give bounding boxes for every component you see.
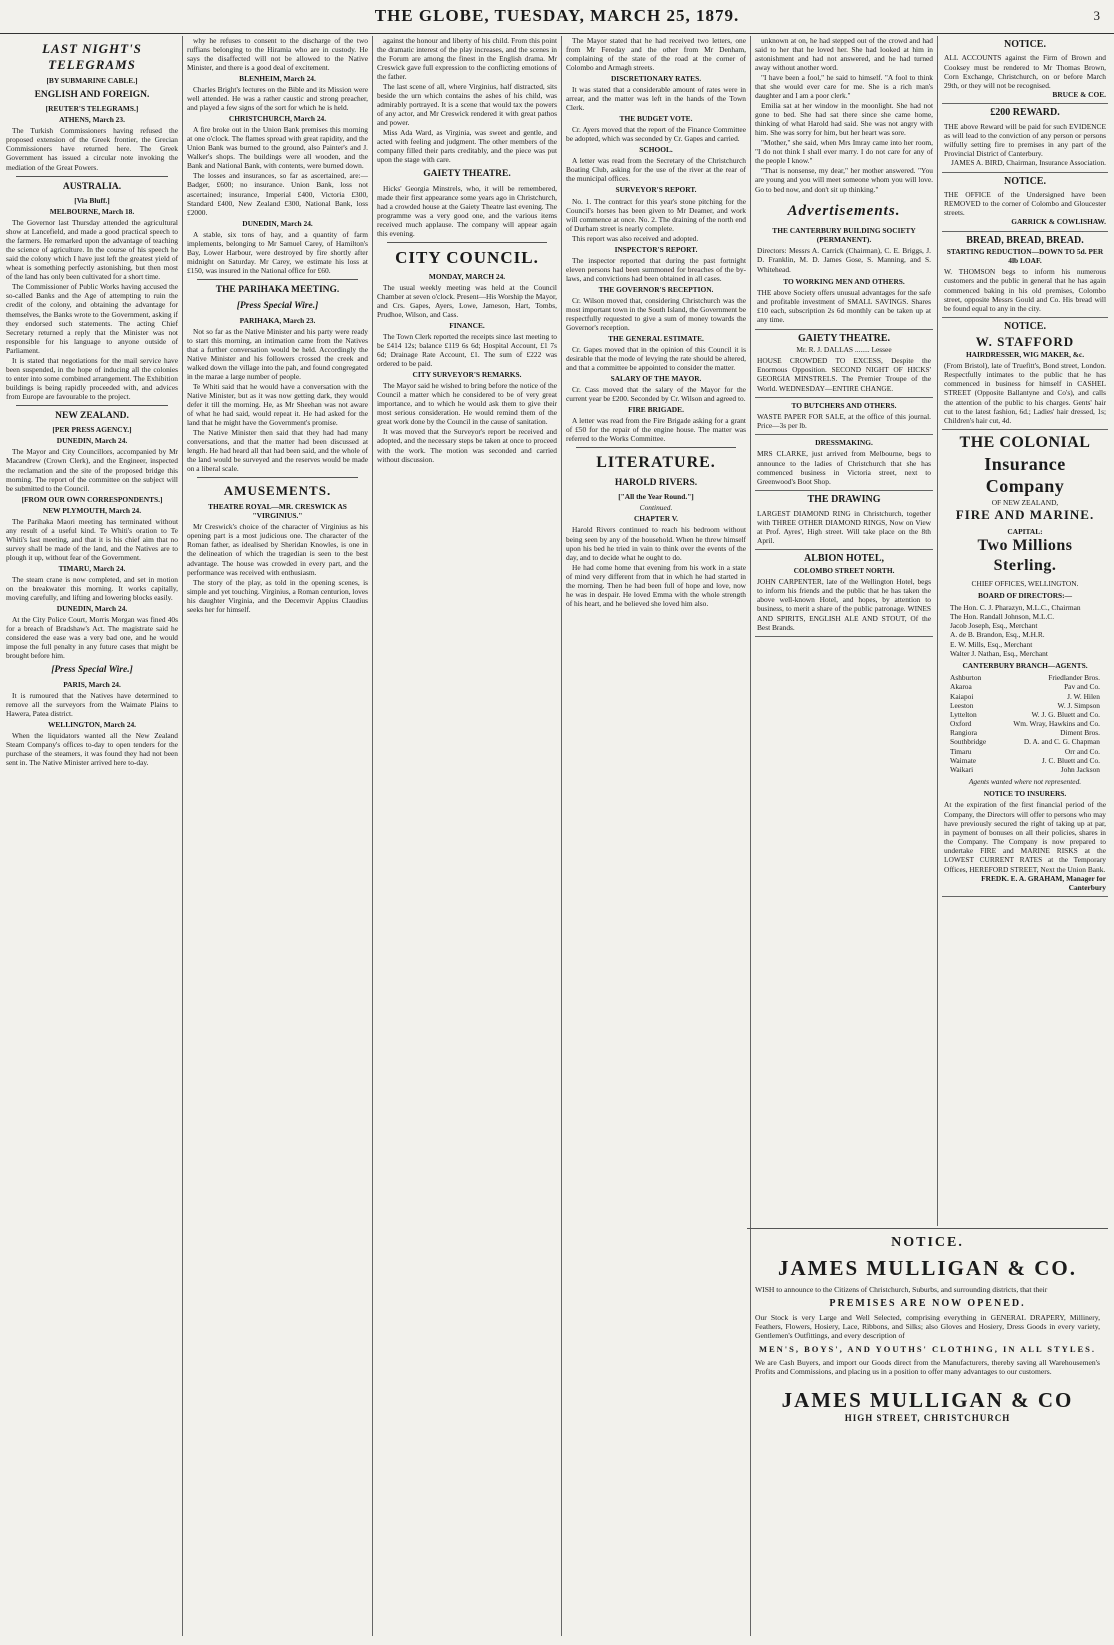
dateline: DUNEDIN, March 24. bbox=[242, 218, 313, 228]
finance-subheading: FINANCE. bbox=[449, 321, 485, 331]
ad-body: Directors: Messrs A. Carrick (Chairman), C. E. Briggs, J. D. Franklin, M. D. James Gose, S. Manning, and S. Whitehead. bbox=[757, 246, 931, 274]
vote-subheading: THE BUDGET VOTE. bbox=[619, 114, 693, 124]
office-removed-ad bbox=[942, 173, 1108, 232]
notice-clothing: MEN'S, BOYS', AND YOUTHS' CLOTHING, IN ALL STYLES. bbox=[758, 1344, 1097, 1354]
agent-row: Rangiora Diment Bros. bbox=[950, 728, 1100, 738]
agent-row: Ashburton Friedlander Bros. bbox=[950, 673, 1100, 683]
ad-subtitle: COLOMBO STREET NORTH. bbox=[793, 565, 895, 575]
agent-row: Waimate J. C. Bluett and Co. bbox=[950, 755, 1100, 765]
article-paragraph: Charles Bright's lectures on the Bible and its Mission were well attended. He was a rather caustic and strong preacher, and played a few signs of the sort for which he is held. bbox=[187, 85, 368, 113]
article-paragraph: When the liquidators wanted all the New Zealand Steam Company's offices to-day to open tenders for the purchase of the steamers, it was found they had not been sent in. The Native Minister arrived here to-day. bbox=[6, 730, 178, 767]
gaiety-ad bbox=[755, 330, 933, 398]
dateline: DUNEDIN, March 24. bbox=[56, 436, 128, 446]
article-paragraph: unknown at on, he had stepped out of the crowd and had said to her that he loved her. She had looked at him in astonishment and had not answered, and he had turned away without another word. bbox=[755, 36, 933, 73]
cable-subheading: [BY SUBMARINE CABLE.] bbox=[46, 75, 138, 85]
surveyor-subheading: CITY SURVEYOR'S REMARKS. bbox=[412, 370, 522, 380]
article-paragraph: This report was also received and adopted. bbox=[572, 233, 699, 243]
special-wire-heading: [Press Special Wire.] bbox=[51, 665, 133, 676]
dateline: TIMARU, March 24. bbox=[58, 563, 126, 573]
chief-offices: CHIEF OFFICES, WELLINGTON. bbox=[971, 578, 1079, 588]
literature-heading: LITERATURE. bbox=[596, 454, 716, 472]
article-paragraph: against the honour and liberty of his child. From this point the dramatic interest of the play increases, and the scenes in the Forum are among the finest in the English drama. Mr Creswick gave full expression to the conflicting emotions of the father. bbox=[377, 36, 557, 82]
article-paragraph: A letter was read from the Secretary of the Christchurch Boating Club, asking for the use of the river at the rear of the municipal offices. bbox=[566, 156, 746, 184]
article-paragraph: The losses and insurances, so far as ascertained, are:—Badger, £600; no insurance. Union Bank, loss not ascertained; insurance, Imperial £400, Victoria £300, Standard £400, New Zealand £300, National Bank, loss £2000. bbox=[187, 171, 368, 217]
page-number: 3 bbox=[1093, 8, 1100, 23]
theatre-subheading: THEATRE ROYAL—MR. CRESWICK AS "VIRGINIUS." bbox=[208, 502, 347, 521]
ad-title: TO BUTCHERS AND OTHERS. bbox=[791, 400, 897, 410]
article-paragraph: The Mayor said he wished to bring before the notice of the Council a matter which he considered to be of very great importance, and to which he would ask them to give their most serious consideration. He would remind them of the great work done by the Council in the cause of sanitation. bbox=[377, 381, 557, 427]
ad-signature: GARRICK & COWLISHAW. bbox=[1011, 217, 1106, 227]
colonial-insurance-ad bbox=[942, 430, 1108, 897]
source-subheading: ["All the Year Round."] bbox=[618, 492, 694, 502]
ad-heading: THE COLONIAL bbox=[959, 434, 1091, 452]
butchers-ad bbox=[755, 398, 933, 436]
columns bbox=[6, 36, 1108, 1636]
notice-cash: We are Cash Buyers, and import our Goods direct from the Manufacturers, thereby saving all Warehousemen's Profits and Commissions, and placing us in a position to offer many advantages to our customers. bbox=[755, 1358, 1100, 1376]
insurers-notice-sign: FREDK. E. A. GRAHAM, Manager for Canterbury bbox=[981, 873, 1106, 892]
bluff-subheading: [Via Bluff.] bbox=[74, 196, 110, 206]
column-1 bbox=[6, 36, 178, 1636]
ad-title: NOTICE. bbox=[1004, 39, 1046, 50]
ad-title: THE DRAWING bbox=[807, 494, 881, 506]
column-3 bbox=[377, 36, 557, 1636]
director-item: Jacob Joseph, Esq., Merchant bbox=[950, 621, 1038, 631]
ad-subtitle: OF NEW ZEALAND, bbox=[991, 497, 1059, 507]
wire-heading: [Press Special Wire.] bbox=[236, 301, 319, 312]
surveyor-report-subheading: SURVEYOR'S REPORT. bbox=[615, 185, 697, 195]
column-2 bbox=[187, 36, 368, 1636]
article-paragraph: The Town Clerk reported the receipts since last meeting to be £414 12s; balance £119 6s 6d; Hospital Account, £1 7s 6d; Drainage Rate Account, £1. The sum of £222 was ordered to be paid. bbox=[377, 332, 557, 369]
directors-list bbox=[950, 603, 1100, 658]
dateline: BLENHEIM, March 24. bbox=[239, 74, 316, 84]
ad-lessee: Mr. R. J. DALLAS ........ Lessee bbox=[796, 344, 892, 354]
article-paragraph: "That is nonsense, my dear," her mother answered. "You are young and you will meet someone whom you will love. Go to bed now, and don't sit up thinking." bbox=[755, 166, 933, 194]
masthead bbox=[0, 0, 1114, 34]
ad-body: THE above Society offers unusual advantages for the safe and profitable investment of SMALL SAVINGS. Shares £10 each, subscription 2s 6d monthly can be taken up at any time. bbox=[757, 287, 931, 325]
article-paragraph: Hicks' Georgia Minstrels, who, it will be remembered, made their first appearance some years ago in Christchurch, had a crowded house at the Gaiety Theatre last evening. The programme was a very good one, and the various items received much applause. The company will appear again this evening. bbox=[377, 184, 557, 239]
article-paragraph: Mr Creswick's choice of the character of Virginius as his opening part is a most judicious one. The character of the Roman father, as idealised by Sheridan Knowles, is one in the delineation of which the tragedian is seen to the best advantage. The house was crowded in every part, and the performance was received with enthusiasm. bbox=[187, 522, 368, 577]
capital-label: CAPITAL: bbox=[1007, 526, 1043, 536]
article-paragraph: It is rumoured that the Natives have determined to remove all the surveyors from the Waimate Plains to Hawera, Patea district. bbox=[6, 690, 178, 718]
reward-ad bbox=[942, 104, 1108, 172]
agent-row: Waikari John Jackson bbox=[950, 764, 1100, 774]
dateline: CHRISTCHURCH, March 24. bbox=[228, 114, 327, 124]
article-paragraph: At the City Police Court, Morris Morgan was fined 40s for a breach of Bradshaw's Act. The magistrate said he considered the ease was a very bad one, and he would impose the full penalty in any future cases that might be brought before him. bbox=[6, 614, 178, 661]
article-paragraph: Cr. Gapes moved that in the opinion of this Council it is desirable that the mode of levying the rate should be altered, and that a committee be appointed to consider the matter. bbox=[566, 344, 746, 373]
grants-subheading: DISCRETIONARY RATES. bbox=[610, 74, 702, 84]
agent-row: Timaru Orr and Co. bbox=[950, 746, 1100, 756]
chapter-label: CHAPTER V. bbox=[633, 514, 679, 524]
ad-body: LARGEST DIAMOND RING in Christchurch, together with THREE OTHER DIAMOND RINGS, Now on View at Prof. Ayres', High street. Will take place on the 8th April. bbox=[757, 508, 931, 546]
article-paragraph: "I have been a fool," he said to himself. "A fool to think that she would ever care for me. She is a rich man's daughter and I am a poor clerk." bbox=[755, 73, 933, 101]
amusements-heading: AMUSEMENTS. bbox=[223, 483, 332, 499]
notice-firm-name-footer: JAMES MULLIGAN & CO bbox=[781, 1388, 1074, 1412]
article-paragraph: Not so far as the Native Minister and his party were ready to start this morning, an intimation came from the Natives that a further conversation would be held. Accordingly the Native Minister and his followers crossed the creek and walked down the village into the pah, and found congregated in the marae a large number of people. bbox=[187, 326, 368, 382]
article-paragraph: Miss Ada Ward, as Virginia, was sweet and gentle, and acted with feeling and judgment. The other members of the company filled their parts creditably, and the piece was put upon the stage with care. bbox=[377, 128, 557, 165]
agent-row: Kaiapoi J. W. Hilen bbox=[950, 691, 1100, 701]
bread-ad bbox=[942, 232, 1108, 319]
press-subheading: [PER PRESS AGENCY.] bbox=[52, 425, 132, 435]
article-paragraph: Emilia sat at her window in the moonlight. She had not gone to bed. She had sat there since she came home, thinking of what Harold had said. She was not angry with him. She was sorry for him, but her heart was sore. bbox=[755, 101, 933, 138]
general-subheading: THE GENERAL ESTIMATE. bbox=[608, 333, 704, 343]
ad-heading: W. STAFFORD bbox=[975, 333, 1075, 349]
australia-heading: AUSTRALIA. bbox=[62, 181, 122, 192]
drawing-ad bbox=[755, 491, 933, 550]
agents-note: Agents wanted where not represented. bbox=[968, 777, 1082, 787]
ad-title: TO WORKING MEN AND OTHERS. bbox=[783, 276, 905, 286]
albion-hotel-ad bbox=[755, 550, 933, 637]
ad-title: NOTICE. bbox=[1004, 175, 1046, 187]
article-paragraph: No. 1. The contract for this year's stone pitching for the Council's horses has been given to Mr Deamer, and work will commence at once. No. 2. The draining of the north end of Durham street is nearly complete. bbox=[566, 196, 746, 233]
article-paragraph: Te Whiti said that he would have a conversation with the Native Minister, but as it was now getting dark, they would defer it till the morning. He, as Mr Sheehan was not aware of what he had said, would repeat it. He had asked for the land that he might have the Government's promise. bbox=[187, 382, 368, 428]
ad-body: THE OFFICE of the Undersigned have been REMOVED to the corner of Colombo and Gloucester streets. bbox=[944, 189, 1106, 218]
dateline: MONDAY, MARCH 24. bbox=[428, 271, 506, 281]
agent-row: Oxford Wm. Wray, Hawkins and Co. bbox=[950, 719, 1100, 729]
director-item: The Hon. C. J. Pharazyn, M.L.C., Chairman bbox=[950, 602, 1081, 612]
article-paragraph: The Native Minister then said that they had had many conversations, and that the matter had been discussed at length. He had heard all that had been said, and the whole of the land would be surveyed and the reserves would be made on a liberal scale. bbox=[187, 428, 368, 474]
advertisements-heading: Advertisements. bbox=[787, 202, 901, 219]
harold-rivers-heading: HAROLD RIVERS. bbox=[614, 477, 698, 488]
ad-body: MRS CLARKE, just arrived from Melbourne, begs to announce to the ladies of Christchurch that she has commenced business in Victoria street, next to Greenwood's Boot Shop. bbox=[757, 449, 931, 486]
notice-stock: Our Stock is very Large and Well Selected, comprising everything in GENERAL DRAPERY, Millinery, Feathers, Flowers, Hosiery, Lace, Ribbons, and Silks; also Gloves and Hosiery, Dress Goods in every variety, Gentlemen's Outfittings, and every description of bbox=[755, 1313, 1100, 1340]
ad-title: DRESSMAKING. bbox=[815, 438, 873, 448]
ad-title: ALBION HOTEL, bbox=[803, 553, 885, 565]
governor-subheading: THE GOVERNOR'S RECEPTION. bbox=[598, 284, 714, 294]
article-paragraph: A letter was read from the Fire Brigade asking for a grant of £50 for the repair of the engine house. The matter was referred to the Works Committee. bbox=[566, 416, 746, 444]
article-paragraph: He had come home that evening from his work in a state of mind very different from that in which he had started in the morning. Then he had been full of hope and love, now he was in despair. He loved Emma with the whole strength of his heart, and he believed she loved him also. bbox=[566, 562, 746, 608]
telegrams-heading: LAST NIGHT'S TELEGRAMS bbox=[42, 41, 142, 72]
column-5 bbox=[755, 36, 933, 1226]
fire-subheading: FIRE BRIGADE. bbox=[628, 405, 684, 415]
article-paragraph: why he refuses to consent to the discharge of the two ruffians belonging to the Hiramia who are in custody. He says the disaffected will not be allowed to the Native Minister, and there is a good deal of excitement. bbox=[187, 36, 368, 73]
director-item: Walter J. Nathan, Esq., Merchant bbox=[950, 648, 1048, 658]
director-item: A. de B. Brandon, Esq., M.H.R. bbox=[950, 630, 1045, 640]
ad-heading: Insurance Company bbox=[984, 453, 1066, 497]
english-heading: ENGLISH AND FOREIGN. bbox=[34, 89, 150, 100]
article-paragraph: The inspector reported that during the past fortnight eleven persons had been summoned for breaches of the by-laws, and convictions had been obtained in all cases. bbox=[566, 255, 746, 283]
insurers-notice-heading: NOTICE TO INSURERS. bbox=[983, 789, 1067, 799]
dateline: NEW PLYMOUTH, March 24. bbox=[42, 505, 142, 515]
article-paragraph: Cr. Ayers moved that the report of the Finance Committee be adopted, which was seconded by Cr. Gapes and carried. bbox=[566, 125, 746, 144]
notice-address: HIGH STREET, CHRISTCHURCH bbox=[844, 1413, 1011, 1423]
director-item: E. W. Mills, Esq., Merchant bbox=[950, 639, 1033, 649]
article-paragraph: The Commissioner of Public Works having accused the so-called Banks and the Age of attempting to ruin the credit of the colony, and obtaining the advantage for themselves, the Banks wrote to the Government, asking if they endorsed such statements. The acting Chief Secretary returned a reply that the Minister was not responsible for his language to anyone outside of Parliament. bbox=[6, 282, 178, 355]
article-paragraph: A fire broke out in the Union Bank premises this morning at one o'clock. The flames spread with great rapidity, and the Union Bank was burned to the ground, also Painter's and J. Walker's shops. The buildings were all wooden, and the Bank and National Bank, with contents, were burned down. bbox=[187, 125, 368, 171]
dateline: ATHENS, March 23. bbox=[59, 115, 125, 125]
ad-title: NOTICE. bbox=[1004, 321, 1046, 333]
dateline: PARIHAKA, March 23. bbox=[239, 315, 316, 325]
continued-label: Continued. bbox=[639, 503, 673, 513]
article-paragraph: The usual weekly meeting was held at the Council Chamber at seven o'clock. Present—His Worship the Mayor, and Crs. Gapes, Ayers, Lowe, Jameson, Hart, Tombs, Prudhoe, Wilson, and Cass. bbox=[377, 282, 557, 320]
stafford-ad bbox=[942, 318, 1108, 430]
ad-subtitle: STARTING REDUCTION—DOWN TO 5d. PER 4lb LOAF. bbox=[946, 246, 1104, 266]
article-paragraph: The last scene of all, where Virginius, half distracted, sits beside the urn which contains the ashes of his child, was admirably portrayed. It is a scene that would tax the powers of any actor, and Mr Creswick rendered it with great pathos and power. bbox=[377, 82, 557, 128]
agent-row: Southbridge D. A. and C. G. Chapman bbox=[950, 737, 1100, 747]
agent-row: Lyttelton W. J. G. Bluett and Co. bbox=[950, 709, 1100, 719]
article-paragraph: Harold Rivers continued to reach his bedroom without being seen by any of the household. When he threw himself upon his bed he tried in vain to think over the events of the day, and to decide what he ought to do. bbox=[566, 525, 746, 562]
insurers-notice-body: At the expiration of the first financial period of the Company, the Directors will offer to persons who may have previously secured the right of taking up at par, in payment of bonuses on all their policies, shares in the Company. The Company is now prepared to undertake FIRE and MARINE RISKS at the LOWEST CURRENT RATES at the Temporary Offices, HEREFORD STREET, Next the Union Bank. bbox=[944, 800, 1106, 874]
masthead-title: THE GLOBE, TUESDAY, MARCH 25, 1879. bbox=[374, 6, 740, 25]
gaiety-heading: GAIETY THEATRE. bbox=[423, 169, 511, 180]
ad-signature: BRUCE & COE. bbox=[1052, 90, 1106, 100]
parihaka-heading: THE PARIHAKA MEETING. bbox=[215, 284, 340, 295]
ad-body: THE above Reward will be paid for such EVIDENCE as will lead to the conviction of any person or persons wilfully setting fire to premises in any part of the Provincial District of Canterbury. bbox=[944, 121, 1106, 159]
school-subheading: SCHOOL. bbox=[639, 145, 673, 155]
article-paragraph: "Mother," she said, when Mrs Imray came into her room, "I do not think I shall ever marry. I do not care for any of the people I know." bbox=[755, 138, 933, 166]
article-paragraph: The Parihaka Maori meeting has terminated without any result of a useful kind. Te Whiti's oration to Te Whiti's last meeting, and that it is his chief aim that no survey shall be made of the land, and the Natives are to plough it up, without fear of the Government. bbox=[6, 516, 178, 562]
ad-title: BREAD, BREAD, BREAD. bbox=[966, 234, 1084, 246]
agent-row: Leeston W. J. Simpson bbox=[950, 700, 1100, 710]
article-paragraph: Cr. Wilson moved that, considering Christchurch was the most important town in the South Island, the Government be respectfully requested to give a sum of money towards the Governor's reception. bbox=[566, 295, 746, 332]
ad-title: THE CANTERBURY BUILDING SOCIETY (PERMANENT). bbox=[772, 225, 916, 244]
mulligan-notice-ad bbox=[747, 1228, 1108, 1636]
agents-heading: CANTERBURY BRANCH—AGENTS. bbox=[962, 660, 1088, 670]
director-item: The Hon. Randall Johnson, M.L.C. bbox=[950, 612, 1055, 622]
ad-body: ALL ACCOUNTS against the Firm of Brown and Cooksey must be rendered to Mr Thomas Brown, Corn Exchange, Christchurch, on or before March 29th, or they will not be recognised. bbox=[944, 53, 1106, 90]
dateline: MELBOURNE, March 18. bbox=[49, 207, 135, 217]
notice-intro: WISH to announce to the Citizens of Christchurch, Suburbs, and surrounding districts, that their bbox=[755, 1285, 1048, 1294]
accounts-notice-ad bbox=[942, 36, 1108, 104]
article-paragraph: It is stated that negotiations for the mail service have been suspended, in the hope of inducing all the colonies to enter into some combined arrangement. The Exhibition buildings is being rapidly proceeded with, and advices from Europe are favourable to the project. bbox=[6, 355, 178, 401]
building-society-ad bbox=[755, 223, 933, 330]
notice-premises: PREMISES ARE NOW OPENED. bbox=[829, 1298, 1026, 1309]
article-paragraph: The Mayor stated that he had received two letters, one from Mr Fereday and the other from Mr Denham, complaining of the state of the road at the corner of Colombo and Armagh streets. bbox=[566, 36, 746, 73]
ad-subtitle: FIRE AND MARINE. bbox=[955, 506, 1095, 522]
reuters-subheading: [REUTER'S TELEGRAMS.] bbox=[45, 104, 139, 114]
agents-list bbox=[950, 673, 1100, 774]
own-correspondents-subheading: [FROM OUR OWN CORRESPONDENTS.] bbox=[21, 494, 163, 504]
capital-amount: Two Millions Sterling. bbox=[977, 536, 1073, 574]
ad-body: (From Bristol), late of Truefitt's, Bond street, London. Respectfully intimates to the public that he has commenced in business for himself in CASHEL STREET (Opposite Ballantyne and Co's), and calls the attention of the public to his charges. Gents' hair cut to the latest fashion, 6d.; Ladies' hair dressed, 1s; Children's hair cut, 4d. bbox=[944, 360, 1106, 425]
article-paragraph: The steam crane is now completed, and set in motion on the breakwater this morning. It works capitally, moving carefully, and lifting and lowering blocks easily. bbox=[6, 574, 178, 602]
article-paragraph: A stable, six tons of hay, and a quantity of farm implements, belonging to Mr Samuel Carey, of Hamilton's Bay, Lower Harbour, were destroyed by fire shortly after midnight on Saturday. Mr Carey, we estimate his loss at £150, was insured in the National office for £60. bbox=[187, 229, 368, 275]
ad-body: WASTE PAPER FOR SALE, at the office of this journal. Price—3s per lb. bbox=[757, 411, 931, 431]
ad-title: GAIETY THEATRE. bbox=[797, 332, 891, 344]
article-paragraph: The Mayor and City Councillors, accompanied by Mr Macandrew (Crown Clerk), and the Engineer, inspected the reclamation and the site of the proposed bridge this morning. The report of the committee on the subject will be submitted to the Council. bbox=[6, 447, 178, 493]
article-paragraph: The Turkish Commissioners having refused the proposed extension of the Greek frontier, the Grecian Commissioners have returned here. The Greek Government has issued a circular note invoking the mediation of the Great Powers. bbox=[6, 126, 178, 172]
ad-body: W. THOMSON begs to inform his numerous customers and the public in general that he has again commenced baking in his old premises, Colombo street, opposite Messrs Gould and Co. His bread will be found equal to any in the city. bbox=[944, 267, 1106, 313]
article-paragraph: The Governor last Thursday attended the agricultural show at Lancefield, and made a good practical speech to the farmers. He remarked upon the advantage of teaching the science of agriculture. In the course of his speech he said the colony which I have just left the greatest yield of wheat is something perfectly astonishing, but then most of the land has only been cultivated for a short time. bbox=[6, 218, 178, 282]
dressmaking-ad bbox=[755, 435, 933, 491]
salary-subheading: SALARY OF THE MAYOR. bbox=[610, 374, 702, 384]
ad-title: £200 REWARD. bbox=[990, 107, 1060, 119]
city-council-heading: CITY COUNCIL. bbox=[395, 248, 539, 268]
new-zealand-heading: NEW ZEALAND. bbox=[55, 410, 129, 421]
article-paragraph: The story of the play, as told in the opening scenes, is simple and yet touching. Virginius, a Roman centurion, loves his daughter Virginia, and the Decemvir Appius Claudius seeks her for himself. bbox=[187, 577, 368, 614]
article-paragraph: It was moved that the Surveyor's report be received and adopted, and the necessary steps be taken at once to proceed with the work. The motion was seconded and carried without discussion. bbox=[377, 427, 557, 464]
dateline: WELLINGTON, March 24. bbox=[47, 719, 136, 729]
ad-body: HOUSE CROWDED TO EXCESS, Despite the Enormous Opposition. SECOND NIGHT OF HICKS' GEORGIA MINSTRELS. The Premier Troupe of the World. WEDNESDAY—ENTIRE CHANGE. bbox=[757, 356, 931, 393]
article-paragraph: It was stated that a considerable amount of rates were in arrear, and the matter was left in the hands of the Town Clerk. bbox=[566, 85, 746, 113]
dateline: PARIS, March 24. bbox=[63, 679, 121, 689]
notice-firm-name: JAMES MULLIGAN & CO. bbox=[777, 1256, 1077, 1280]
column-6 bbox=[942, 36, 1108, 1226]
notice-label: NOTICE. bbox=[891, 1235, 964, 1250]
agent-row: Akaroa Pav and Co. bbox=[950, 682, 1100, 692]
article-paragraph: Cr. Cass moved that the salary of the Mayor for the current year be £200. Seconded by Cr. Wilson and agreed to. bbox=[566, 385, 746, 404]
dateline: DUNEDIN, March 24. bbox=[56, 603, 128, 613]
inspector-subheading: INSPECTOR'S REPORT. bbox=[614, 244, 698, 254]
board-heading: BOARD OF DIRECTORS:— bbox=[977, 590, 1073, 600]
ad-signature: JAMES A. BIRD, Chairman, Insurance Association. bbox=[951, 158, 1106, 168]
ad-body: JOHN CARPENTER, late of the Wellington Hotel, begs to inform his friends and the public that he has taken the above well-known Hotel, and hopes, by attention to business, to merit a share of the public patronage. WINES AND SPIRITS, ENGLISH ALE AND STOUT, Of the Best Brands. bbox=[757, 576, 931, 632]
ad-subtitle: HAIRDRESSER, WIG MAKER, &c. bbox=[965, 349, 1085, 359]
column-4 bbox=[566, 36, 746, 1636]
